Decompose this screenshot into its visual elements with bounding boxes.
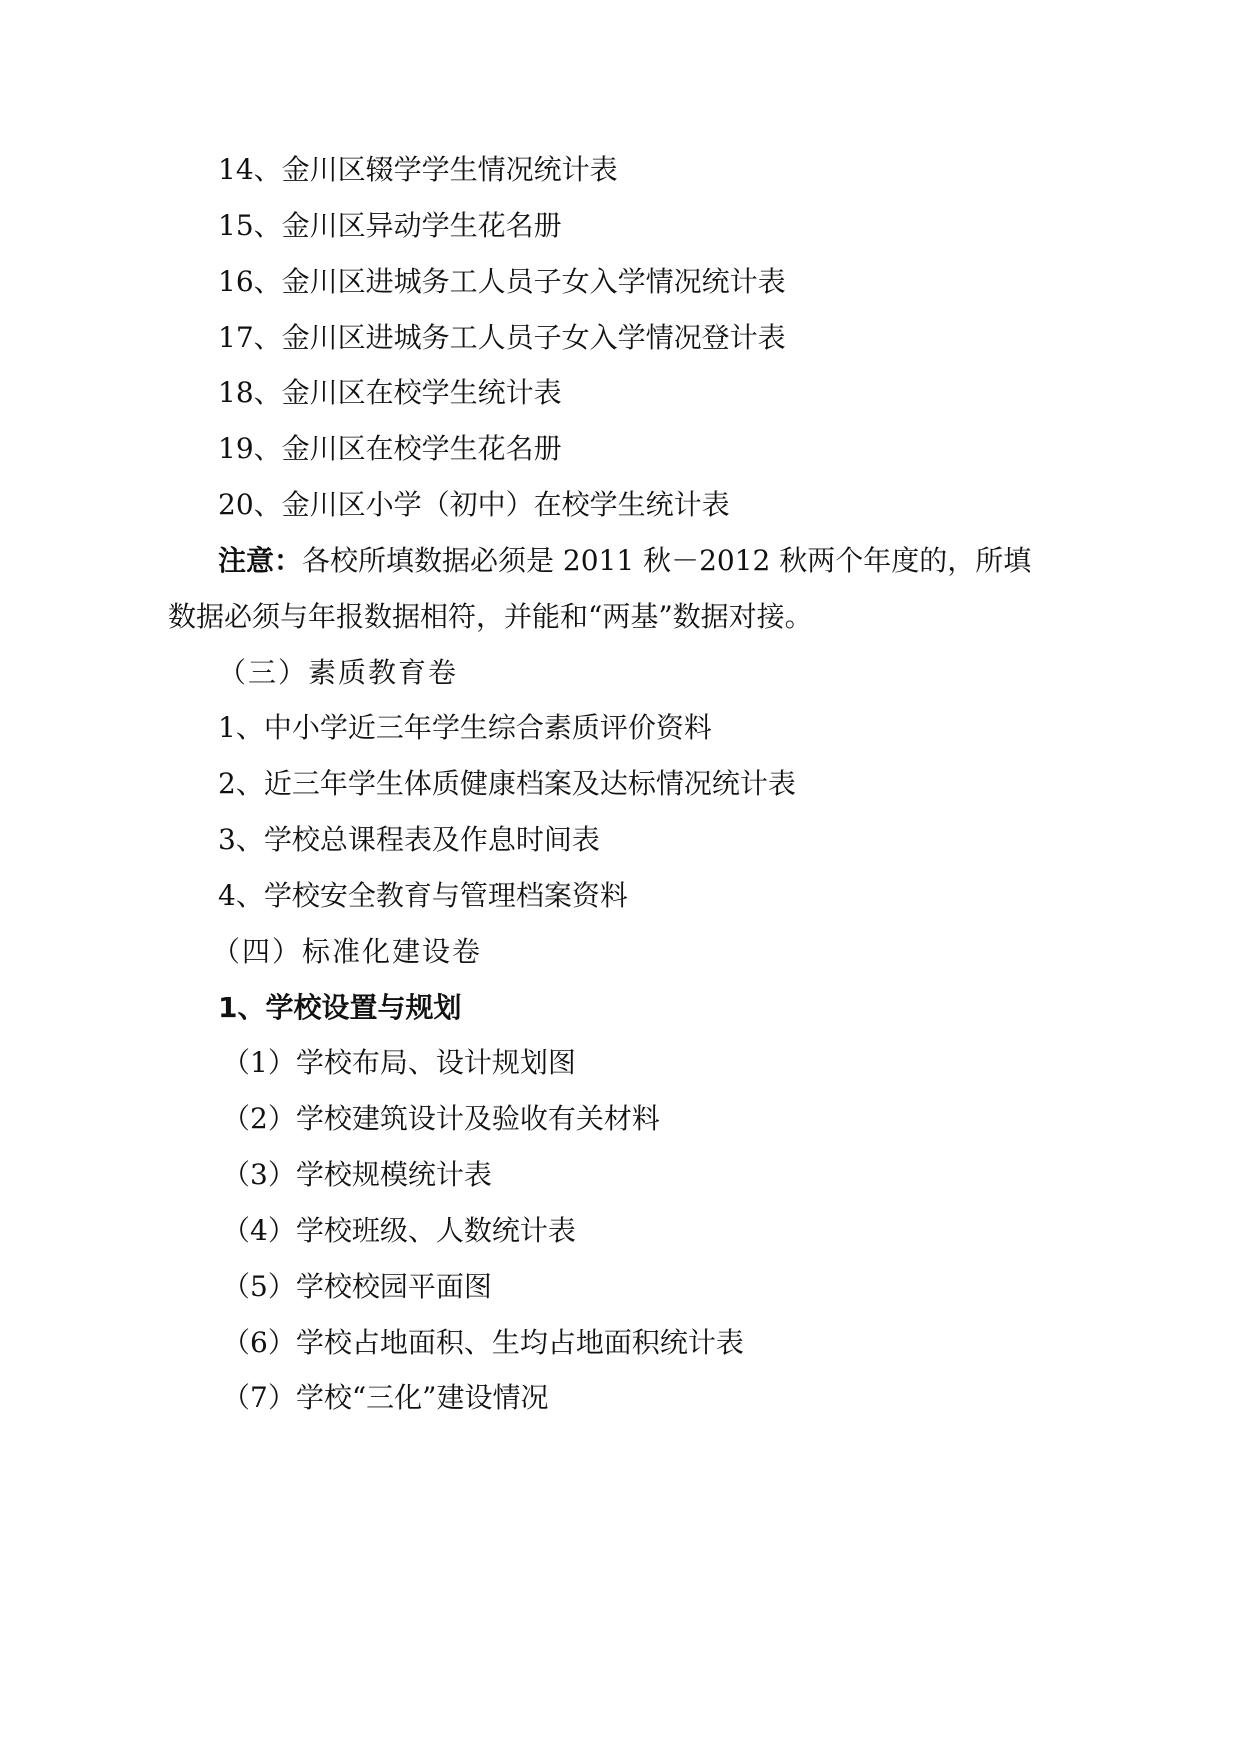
list-item: 3、学校总课程表及作息时间表 (218, 823, 600, 856)
list-item: 14、金川区辍学学生情况统计表 (218, 153, 618, 186)
note-text-1: 各校所填数据必须是 2011 秋－2012 秋两个年度的，所填 (302, 544, 1032, 577)
note-label: 注意： (218, 544, 303, 577)
list-item: （5）学校校园平面图 (222, 1270, 492, 1303)
section-heading: （三）素质教育卷 (218, 656, 459, 689)
list-item: 4、学校安全教育与管理档案资料 (218, 879, 628, 912)
list-item: （1）学校布局、设计规划图 (222, 1046, 576, 1079)
list-item: （2）学校建筑设计及验收有关材料 (222, 1102, 660, 1135)
list-item: 16、金川区进城务工人员子女入学情况统计表 (218, 265, 786, 298)
subsection-heading: 1、学校设置与规划 (218, 991, 462, 1024)
list-item: 17、金川区进城务工人员子女入学情况登计表 (218, 321, 786, 354)
list-item: 2、近三年学生体质健康档案及达标情况统计表 (218, 767, 796, 800)
list-item: （4）学校班级、人数统计表 (222, 1214, 576, 1247)
list-item: 15、金川区异动学生花名册 (218, 209, 562, 242)
section-heading: （四）标准化建设卷 (212, 935, 483, 968)
list-item: （6）学校占地面积、生均占地面积统计表 (222, 1326, 744, 1359)
note-text-2: 数据必须与年报数据相符，并能和“两基”数据对接。 (168, 600, 813, 633)
note-paragraph-line (218, 543, 1031, 579)
list-item: 20、金川区小学（初中）在校学生统计表 (218, 488, 730, 521)
list-item: 18、金川区在校学生统计表 (218, 376, 562, 409)
list-item: 19、金川区在校学生花名册 (218, 432, 562, 465)
list-item: （3）学校规模统计表 (222, 1158, 492, 1191)
list-item: （7）学校“三化”建设情况 (222, 1381, 549, 1414)
list-item: 1、中小学近三年学生综合素质评价资料 (218, 711, 712, 744)
